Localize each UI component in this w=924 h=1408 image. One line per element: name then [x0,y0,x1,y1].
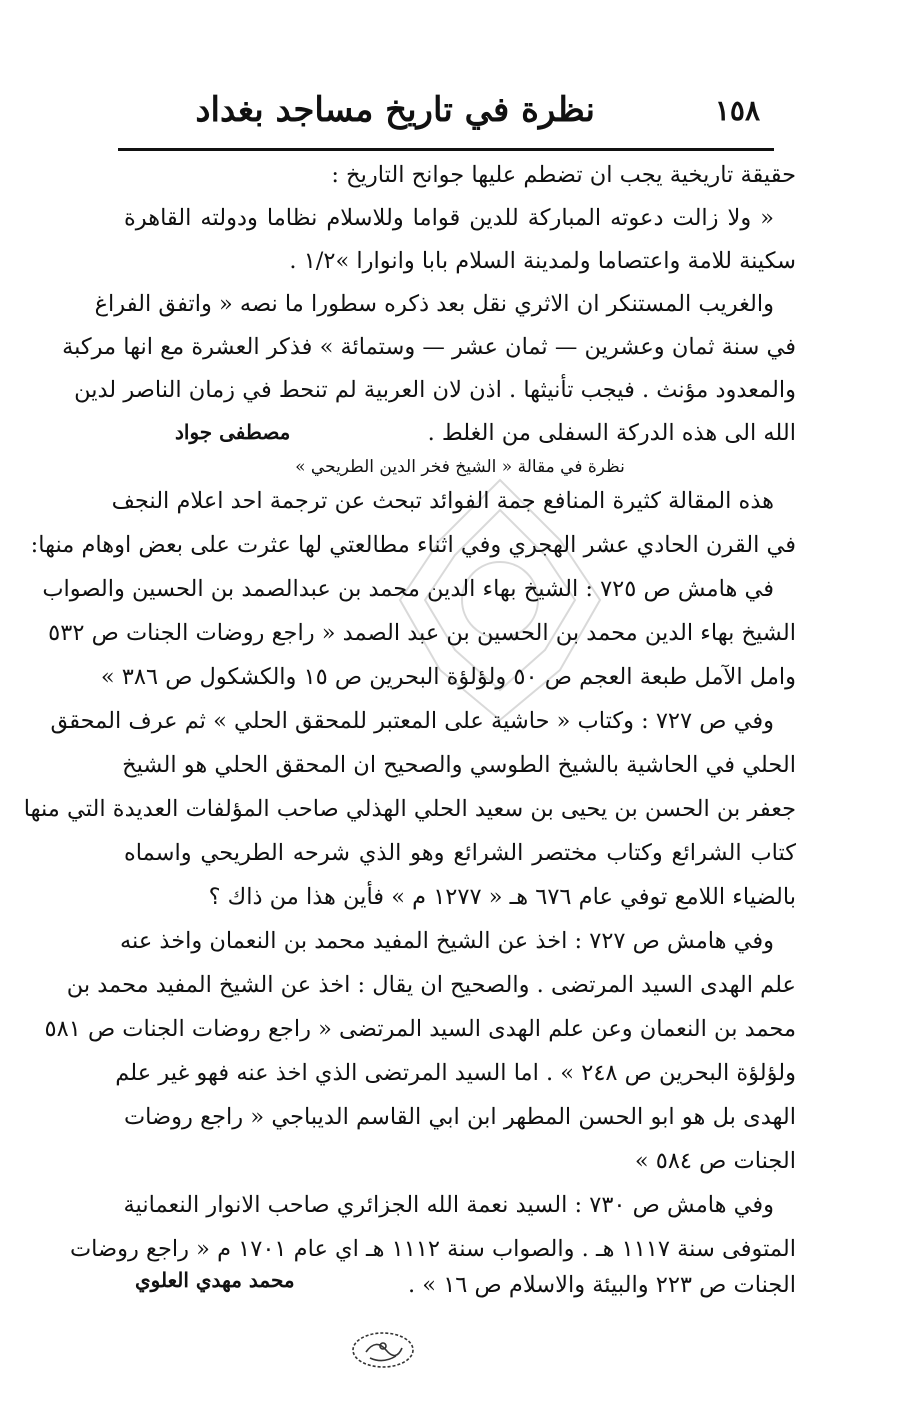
text-line: « ولا زالت دعوته المباركة للدين قواما وللاسلام نظاما ودولته القاهرة [124,205,774,231]
text-line: الجنات ص ٢٢٣ والبيئة والاسلام ص ١٦ » . [407,1272,796,1298]
ornament-stamp-icon [346,1328,420,1372]
text-line: حقيقة تاريخية يجب ان تضطم عليها جوانح التاريخ : [331,162,796,188]
text-line: في القرن الحادي عشر الهجري وفي اثناء مطالعتي لها عثرت على بعض اوهام منها: [30,532,796,558]
text-line: وفي ص ٧٢٧ : وكتاب « حاشية على المعتبر للمحقق الحلي » ثم عرف المحقق [50,708,774,734]
text-line: سكينة للامة واعتصاما ولمدينة السلام بابا وانوارا »١/٢ . [289,248,796,274]
running-title: نظرة في تاريخ مساجد بغداد [195,90,595,130]
text-line: الحلي في الحاشية بالشيخ الطوسي والصحيح ان المحقق الحلي هو الشيخ [122,752,796,778]
article-title: نظرة في مقالة « الشيخ فخر الدين الطريحي » [295,457,625,477]
text-line: كتاب الشرائع وكتاب مختصر الشرائع وهو الذي شرحه الطريحي واسماه [124,840,796,866]
text-line: الهدى بل هو ابو الحسن المطهر ابن ابي القاسم الديباجي « راجع روضات [124,1104,796,1130]
text-line: وفي هامش ص ٧٣٠ : السيد نعمة الله الجزائري صاحب الانوار النعمانية [123,1192,774,1218]
text-line: في سنة ثمان وعشرين — ثمان عشر — وستمائة » فذكر العشرة مع انها مركبة [62,334,796,360]
text-line: بالضياء اللامع توفي عام ٦٧٦ هـ « ١٢٧٧ م » فأين هذا من ذاك ؟ [208,884,796,910]
text-line: الشيخ بهاء الدين محمد بن الحسين بن عبد الصمد « راجع روضات الجنات ص ٥٣٢ [48,620,796,646]
text-line: والغريب المستنكر ان الاثري نقل بعد ذكره سطورا ما نصه « واتفق الفراغ [94,291,774,317]
text-line: وفي هامش ص ٧٢٧ : اخذ عن الشيخ المفيد محمد بن النعمان واخذ عنه [119,928,774,954]
text-line: والمعدود مؤنث . فيجب تأنيثها . اذن لان العربية لم تنحط في زمان الناصر لدين [74,377,796,403]
page-header [120,88,770,138]
text-line: محمد بن النعمان وعن علم الهدى السيد المرتضى « راجع روضات الجنات ص ٥٨١ [44,1016,796,1042]
text-line: الله الى هذه الدركة السفلى من الغلط . [427,420,796,446]
author-signature-1: مصطفى جواد [175,420,291,444]
text-line: هذه المقالة كثيرة المنافع جمة الفوائد تبحث عن ترجمة احد اعلام النجف [111,488,774,514]
text-line: الجنات ص ٥٨٤ » [634,1148,796,1174]
text-line: المتوفى سنة ١١١٧ هـ . والصواب سنة ١١١٢ هـ اي عام ١٧٠١ م « راجع روضات [69,1236,796,1262]
text-line: ولؤلؤة البحرين ص ٢٤٨ » . اما السيد المرتضى الذي اخذ عنه فهو غير علم [115,1060,796,1086]
text-line: جعفر بن الحسن بن يحيى بن سعيد الحلي الهذلي صاحب المؤلفات العديدة التي منها [23,796,796,822]
author-signature-2: محمد مهدي العلوي [135,1268,295,1292]
text-line: علم الهدى السيد المرتضى . والصحيح ان يقال : اخذ عن الشيخ المفيد محمد بن [66,972,796,998]
header-rule [118,148,774,151]
text-line: وامل الآمل طبعة العجم ص ٥٠ ولؤلؤة البحرين ص ١٥ والكشكول ص ٣٨٦ » [100,664,796,690]
text-line: في هامش ص ٧٢٥ : الشيخ بهاء الدين محمد بن عبدالصمد بن الحسين والصواب [42,576,774,602]
page-number: ١٥٨ [714,94,760,127]
